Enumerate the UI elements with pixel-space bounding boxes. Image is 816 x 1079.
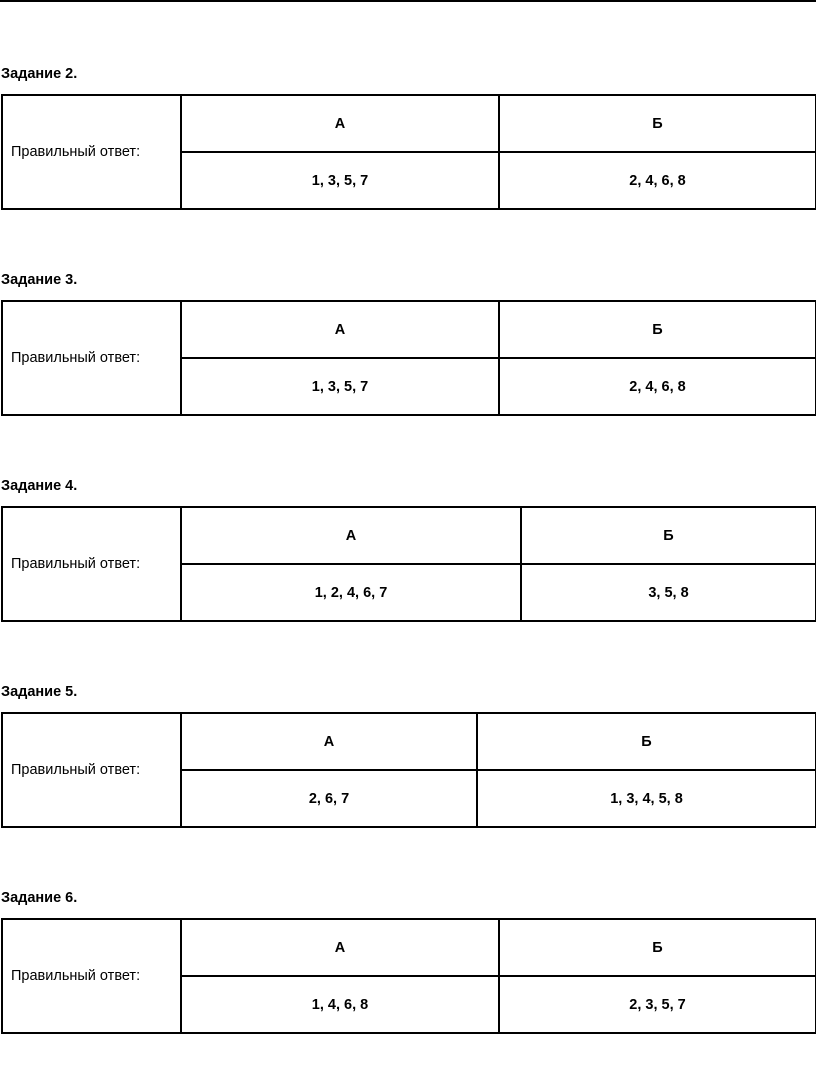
column-b-header: Б bbox=[521, 507, 816, 564]
column-b-answer: 3, 5, 8 bbox=[521, 564, 816, 621]
task-4-heading: Задание 4. bbox=[1, 478, 78, 494]
task-5-answer-table bbox=[1, 712, 816, 828]
column-a-answer: 1, 3, 5, 7 bbox=[181, 358, 499, 415]
task-2-answer-table bbox=[1, 94, 816, 210]
task-6-answer-table bbox=[1, 918, 816, 1034]
correct-answer-label: Правильный ответ: bbox=[2, 95, 181, 209]
task-5-heading: Задание 5. bbox=[1, 684, 78, 700]
column-b-answer: 2, 4, 6, 8 bbox=[499, 152, 816, 209]
column-b-answer: 1, 3, 4, 5, 8 bbox=[477, 770, 816, 827]
correct-answer-label: Правильный ответ: bbox=[2, 919, 181, 1033]
column-a-header: А bbox=[181, 507, 521, 564]
correct-answer-label: Правильный ответ: bbox=[2, 713, 181, 827]
column-a-answer: 2, 6, 7 bbox=[181, 770, 477, 827]
column-a-header: А bbox=[181, 95, 499, 152]
column-a-answer: 1, 4, 6, 8 bbox=[181, 976, 499, 1033]
task-4-answer-table bbox=[1, 506, 816, 622]
column-a-header: А bbox=[181, 713, 477, 770]
column-b-header: Б bbox=[499, 95, 816, 152]
column-b-header: Б bbox=[477, 713, 816, 770]
column-b-header: Б bbox=[499, 301, 816, 358]
column-a-header: А bbox=[181, 919, 499, 976]
top-rule bbox=[0, 0, 816, 2]
task-3-answer-table bbox=[1, 300, 816, 416]
task-2-heading: Задание 2. bbox=[1, 66, 78, 82]
correct-answer-label: Правильный ответ: bbox=[2, 507, 181, 621]
task-6-heading: Задание 6. bbox=[1, 890, 78, 906]
column-b-answer: 2, 4, 6, 8 bbox=[499, 358, 816, 415]
column-b-answer: 2, 3, 5, 7 bbox=[499, 976, 816, 1033]
task-3-heading: Задание 3. bbox=[1, 272, 78, 288]
correct-answer-label: Правильный ответ: bbox=[2, 301, 181, 415]
column-a-answer: 1, 3, 5, 7 bbox=[181, 152, 499, 209]
column-a-header: А bbox=[181, 301, 499, 358]
column-b-header: Б bbox=[499, 919, 816, 976]
column-a-answer: 1, 2, 4, 6, 7 bbox=[181, 564, 521, 621]
